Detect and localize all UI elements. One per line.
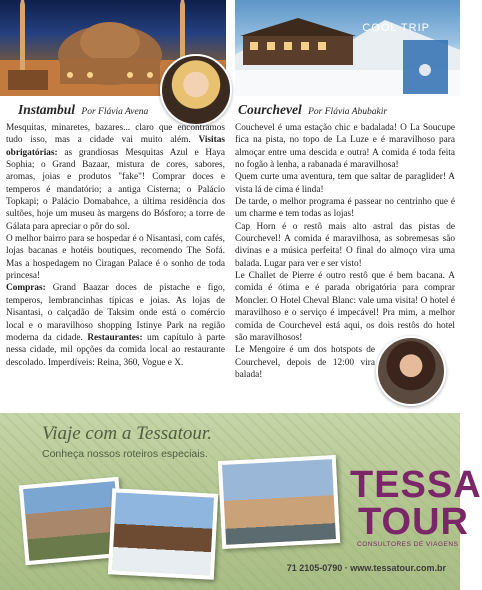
- ad-contact-info[interactable]: 71 2105-0790 · www.tessatour.com.br: [286, 563, 446, 573]
- istanbul-article-body: [6, 122, 225, 412]
- courchevel-byline: Por Flávia Abubakir: [308, 107, 388, 117]
- tessatour-advertisement[interactable]: [0, 413, 482, 590]
- tessatour-logo-line1: TESSA: [350, 464, 482, 506]
- istanbul-byline: Por Flávia Avena: [81, 107, 149, 117]
- courchevel-paragraph-4: Cap Horn é o restô mais alto astral das pistas de Courchevel! A comida é maravilhosa, as sobremesas são divinas e a música perfeita! O final do almoço vira uma balada. Lugar para ver e ser visto!: [235, 221, 455, 269]
- istanbul-p3-body2: um capítulo à parte nessa cidade, mil opções da comida local ao restaurante descolado. Imperdíveis: Reina, 360, Vogue e X.: [6, 332, 225, 368]
- istanbul-p1-label: Visitas obrigatórias:: [6, 135, 225, 158]
- courchevel-paragraph-5: Le Challet de Pierre é outro restô que é bem bacana. A comida é ótima e é parada obrigatória para comprar Moncler. O Hotel Cheval Blanc: vale uma visita! O hotel é maravilhoso e o serviço é impecável! Pra mim, a melhor comida de Courchevel está aqui, os dois restôs do hotel são maravilhosos!: [235, 271, 455, 343]
- istanbul-title: Instambul: [18, 102, 76, 117]
- courchevel-resort-photo: [235, 0, 460, 96]
- tessatour-logo-line2: TOUR: [358, 501, 469, 543]
- ad-photo-mosque: [218, 455, 340, 549]
- istanbul-p3-body: Grand Baazar doces de pistache e figo, temperos, lembrancinhas típicas e joias. As lojas de Nisantasi, o calçadão de Taksim onde está o comércio local e o maravilhoso shopping Istinye Park na região moderna da cidade.: [6, 283, 225, 343]
- istanbul-paragraph-2: O melhor bairro para se hospedar é o Nisantasi, com cafés, lojas bacanas e hotéis boutiques, recomendo The Sofá. Mas a hospedagem no Ciragan Palace é o sonho de toda princesa!: [6, 234, 225, 282]
- courchevel-chalet-illustration: [235, 0, 460, 96]
- courchevel-title: Courchevel: [238, 102, 302, 117]
- author-avatar-flavia-avena: [160, 54, 232, 126]
- courchevel-paragraph-2: Quem curte uma aventura, tem que saltar de paraglider! A vista lá de cima é linda!: [235, 172, 455, 195]
- istanbul-heading: [18, 102, 148, 118]
- ad-headline: Viaje com a Tessatour.: [42, 423, 212, 444]
- istanbul-p3-label2: Restaurantes:: [87, 332, 143, 343]
- istanbul-p1-intro: Mesquitas, minaretes, bazares... claro que encontramos tudo isso, mas a cidade vai muito além.: [6, 123, 225, 146]
- ad-photo-snowy-chalet: [108, 488, 218, 579]
- cool-trip-badge: COOL TRIP: [362, 22, 430, 34]
- courchevel-heading: [238, 102, 387, 118]
- istanbul-paragraph-3: [6, 282, 225, 368]
- istanbul-p1-body: as grandiosas Mesquitas Azul e Haya Sophia; o Grand Bazaar, mistura de cores, sabores, aromas, joias e produtos "fake"! Comprar doces e temperos é mandatório; a antiga Cisterna; o Palácio Topkapi; o Palácio Domabahce, a última residência dos sultões, hoje um museu às margens do Bósforo; a torre de Gálata para apreciar o pôr do sol.: [6, 147, 225, 232]
- istanbul-paragraph-1: [6, 122, 225, 233]
- courchevel-paragraph-1: Couchevel é uma estação chic e badalada! O La Soucupe fica na pista, no topo de La Luze e é maravilhoso para almoçar entre uma descida e outra! A comida é toda feita no fogão à lenha, a rabanada é maravilhosa!: [235, 123, 455, 171]
- courchevel-paragraph-6: Le Mengoire é um dos hotspots de Courchevel, depois de 12:00 vira balada!: [235, 345, 375, 380]
- istanbul-p3-label: Compras:: [6, 283, 46, 294]
- author-avatar-flavia-abubakir: [376, 336, 446, 406]
- courchevel-paragraph-3: De tarde, o melhor programa é passear no centrinho que é um charme e tem todas as lojas!: [235, 197, 455, 220]
- tessatour-tagline: CONSULTORES DE VIAGENS: [357, 541, 459, 548]
- ad-subline: Conheça nossos roteiros especiais.: [42, 448, 208, 460]
